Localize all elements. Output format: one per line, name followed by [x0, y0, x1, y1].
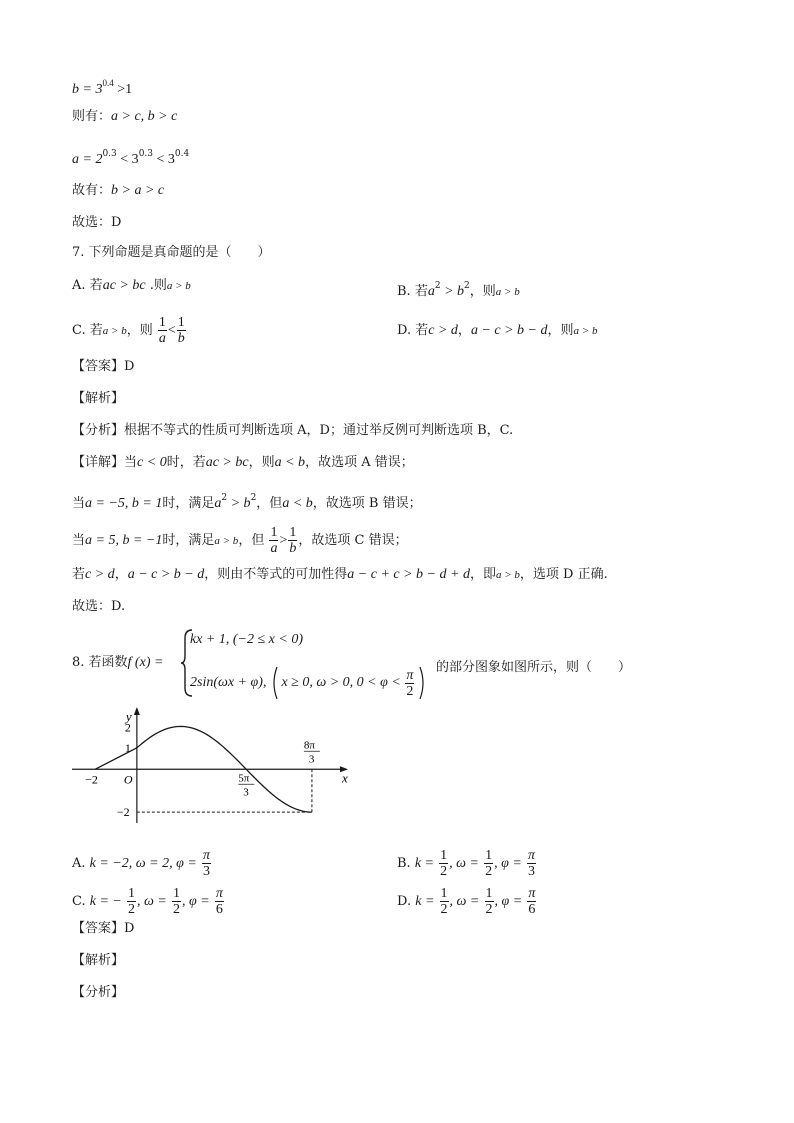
tick-8pi-num: 8π [303, 739, 315, 752]
q7-detail-2: 当a = −5, b = 1时，满足$a^2 > b^2$，但a < b，故选项 B 错误； [72, 493, 422, 511]
q8-answer: 【答案】D [72, 921, 135, 936]
fraction-pi-over-6: $\frac{\pi}{6}$ [528, 886, 536, 917]
y-tick-neg2: −2 [116, 805, 130, 820]
q8-stem-prefix: 8. 若函数f (x) = [72, 655, 164, 670]
fraction-pi-over-3: $\frac{\pi}{3}$ [202, 848, 210, 879]
q8-option-d: D. k = $\frac{1}{2}$ , ω = $\frac{1}{2}$ , φ = $\frac{\pi}{6}$ [397, 886, 536, 917]
q7-stem: 7. 下列命题是真命题的是（ ） [72, 245, 271, 260]
fraction-1-over-2: $\frac{1}{2}$ [485, 886, 493, 917]
left-paren [270, 666, 278, 700]
q8-option-c: C. k = − $\frac{1}{2}$ , ω = $\frac{1}{2}$ , φ = $\frac{\pi}{6}$ [72, 886, 223, 917]
fraction-1-over-b: $\frac{1}{b}$ [177, 315, 185, 346]
fraction-1-over-b: $\frac{1}{b}$ [289, 525, 297, 556]
fraction-pi-over-6: $\frac{\pi}{6}$ [215, 886, 223, 917]
y-tick-2: 2 [124, 720, 131, 735]
b-value-line [72, 74, 132, 99]
q8-option-b: B. k = $\frac{1}{2}$ , ω = $\frac{1}{2}$ , φ = $\frac{\pi}{3}$ [397, 848, 535, 879]
q7-detail-1: 【详解】当c < 0时，若ac > bc，则a < b，故选项 A 错误； [72, 455, 414, 470]
q7-option-b: B. 若$a^2 > b^2$，则a > b [397, 281, 520, 299]
q7-choose: 故选：D. [72, 599, 126, 614]
fraction-1-over-2: $\frac{1}{2}$ [440, 886, 448, 917]
fraction-1-over-2: $\frac{1}{2}$ [128, 886, 136, 917]
fraction-pi-over-2: $\frac{\pi}{2}$ [406, 667, 414, 699]
y-axis-label: y [125, 709, 132, 724]
q7-detail-3: 当a = 5, b = −1时，满足a > b，但 $\frac{1}{a}$ > $\frac{1}{b}$ ，故选项 C 错误； [72, 525, 408, 556]
x-axis-label: x [342, 770, 348, 786]
q8-case-1: kx + 1, (−2 ≤ x < 0) [190, 632, 303, 647]
q7-option-d: D. 若c > d，a − c > b − d，则a > b [397, 323, 598, 338]
b-formula: $b = 3^{0.4} >1$ [72, 78, 133, 97]
fraction-pi-over-3: $\frac{\pi}{3}$ [527, 848, 535, 879]
fraction-1-over-2: $\frac{1}{2}$ [485, 848, 493, 879]
q8-case-2: 2sin(ωx + φ), x ≥ 0, ω > 0, 0 < φ < $\frac{\pi}{2}$ [190, 666, 427, 700]
function-graph [70, 705, 350, 825]
q8-analysis-tag: 【解析】 [72, 953, 125, 968]
q7-fenxi: 【分析】根据不等式的性质可判断选项 A，D；通过举反例可判断选项 B，C. [72, 423, 514, 438]
origin-label: O [123, 772, 133, 787]
q7-option-a: A. 若ac > bc .则a > b [72, 278, 191, 293]
fraction-1-over-2: $\frac{1}{2}$ [173, 886, 180, 917]
therefore-line: 故有：b > a > c [72, 183, 165, 198]
a-value-line: $a = 2^{0.3} < 3^{0.3} < 3^{0.4}$ [72, 149, 190, 167]
q7-option-c: C. 若a > b，则 $\frac{1}{a}$ < $\frac{1}{b}$ [72, 315, 185, 346]
q8-stem-suffix: 的部分图象如图所示，则（ ） [436, 660, 632, 675]
q8-fenxi-tag: 【分析】 [72, 985, 125, 1000]
q7-detail-4: 若c > d，a − c > b − d，则由不等式的可加性得a − c + c > b − d + d，即a > b，选项 D 正确. [72, 567, 608, 582]
x-tick-neg2: −2 [85, 772, 98, 787]
fraction-1-over-a: $\frac{1}{a}$ [158, 315, 166, 346]
q8-option-a: A. k = −2, ω = 2, φ = $\frac{\pi}{3}$ [72, 848, 210, 879]
q7-analysis-tag: 【解析】 [72, 391, 125, 406]
q7-answer: 【答案】D [72, 359, 135, 374]
hence-line: 则有：a > c, b > c [72, 109, 178, 124]
graph-labels [85, 709, 348, 819]
graph-axes [72, 707, 348, 823]
tick-5pi-den: 3 [243, 786, 249, 799]
y-tick-1: 1 [124, 740, 131, 755]
tick-8pi-den: 3 [308, 753, 315, 766]
y-axis-arrow [134, 707, 140, 715]
fraction-1-over-2: $\frac{1}{2}$ [440, 848, 448, 879]
right-paren [419, 666, 427, 700]
fraction-1-over-a: $\frac{1}{a}$ [270, 525, 278, 556]
tick-5pi-num: 5π [238, 772, 250, 785]
prev-choose-line: 故选：D [72, 215, 122, 230]
